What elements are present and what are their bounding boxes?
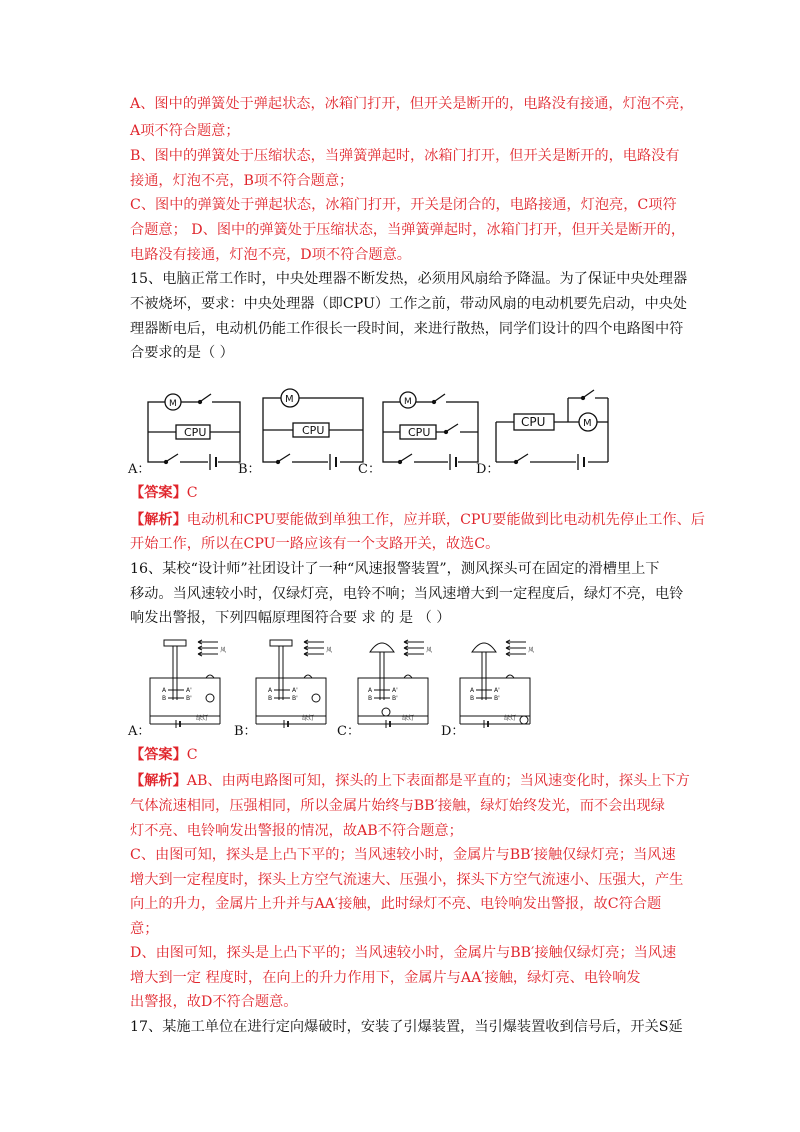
lamp-label: 绿灯	[402, 715, 415, 722]
contact-a2-label: A'	[292, 687, 298, 694]
contact-a2-label: A'	[494, 687, 500, 694]
analysis-text: D、由图可知，探头是上凸下平的；当风速较小时，金属片与BB′接触仅绿灯亮；当风速	[130, 945, 677, 961]
wind-label: 风	[528, 647, 535, 654]
contact-a2-label: A'	[392, 687, 398, 694]
contact-b2-label: B'	[494, 695, 500, 702]
analysis-text: 灯不亮、电铃响发出警报的情况，故AB不符合题意；	[130, 823, 463, 839]
answer-value: C	[186, 747, 198, 763]
contact-b-label: B	[368, 695, 373, 702]
analysis-text: 意；	[130, 921, 159, 937]
analysis-text: 气体流速相同，压强相同，所以金属片始终与BB′接触，绿灯始终发光，而不会出现绿	[130, 798, 665, 814]
q16-diagram-d	[460, 640, 530, 728]
analysis-text: 增大到一定程度时，探头上方空气流速大、压强小，探头下方空气流速小、压强大，产生	[130, 872, 684, 888]
lamp-label: 绿灯	[196, 715, 209, 722]
analysis-text: 电动机和CPU要能做到单独工作，应并联，CPU要能做到比电动机先停止工作、后	[186, 512, 705, 528]
motor-label: M	[404, 397, 412, 407]
option-label-a: A：	[128, 462, 151, 477]
option-label-c: C：	[337, 724, 360, 739]
contact-b2-label: B'	[292, 695, 298, 702]
cpu-label: CPU	[184, 426, 207, 439]
q16-diagram-c	[358, 640, 428, 728]
q16-diagram-a	[150, 640, 220, 728]
q15-circuit-c	[383, 392, 478, 470]
q15-circuit-d	[496, 390, 608, 470]
contact-b-label: B	[268, 695, 273, 702]
answer-line	[130, 745, 198, 765]
analysis-text: AB、由两电路图可知，探头的上下表面都是平直的；当风速变化时，探头上下方	[186, 773, 690, 789]
text-line: 电路没有接通，灯泡不亮，D项不符合题意。	[130, 247, 411, 263]
question-15-stem: 合要求的是（ ）	[130, 345, 234, 361]
text-line: 接通，灯泡不亮，B项不符合题意；	[130, 173, 354, 189]
cpu-label: CPU	[302, 424, 325, 437]
answer-value: C	[186, 485, 198, 501]
contact-b2-label: B'	[392, 695, 398, 702]
wind-label: 风	[326, 647, 333, 654]
question-16-stem: 响发出警报，下列四幅原理图符合要 求 的 是 （ ）	[130, 610, 451, 626]
lamp-label: 绿灯	[504, 715, 517, 722]
question-17-stem: 17、某施工单位在进行定向爆破时，安装了引爆装置，当引爆装置收到信号后，开关S延	[130, 1019, 683, 1035]
contact-a-label: A	[368, 687, 373, 694]
option-label-d: D：	[441, 724, 465, 739]
contact-a-label: A	[268, 687, 273, 694]
analysis-text: 开始工作，所以在CPU一路应该有一个支路开关，故选C。	[130, 536, 500, 552]
question-16-stem: 移动。当风速较小时，仅绿灯亮，电铃不响；当风速增大到一定程度后，绿灯不亮，电铃	[130, 586, 684, 602]
question-15-stem: 不被烧坏，要求：中央处理器（即CPU）工作之前，带动风扇的电动机要先启动，中央处	[130, 296, 688, 312]
contact-b-label: B	[470, 695, 475, 702]
question-15-stem: 理器断电后，电动机仍能工作很长一段时间，来进行散热，同学们设计的四个电路图中符	[130, 321, 684, 337]
contact-a-label: A	[162, 687, 167, 694]
wind-label: 风	[220, 647, 227, 654]
option-label-b: B：	[238, 462, 261, 477]
question-16-stem: 16、某校“设计师”社团设计了一种“风速报警装置”，测风探头可在固定的滑槽里上下	[130, 561, 660, 577]
motor-label: M	[169, 399, 177, 409]
question-15-stem: 15、电脑正常工作时，中央处理器不断发热，必须用风扇给予降温。为了保证中央处理器	[130, 271, 688, 287]
text-line: A、图中的弹簧处于弹起状态，冰箱门打开，但开关是断开的，电路没有接通，灯泡不亮，	[130, 96, 694, 112]
answer-line	[130, 483, 198, 503]
analysis-tag: 【解析】	[130, 512, 187, 528]
lamp-label: 绿灯	[302, 715, 315, 722]
text-line: 合题意； D、图中的弹簧处于压缩状态，当弹簧弹起时，冰箱门打开，但开关是断开的，	[130, 222, 686, 238]
analysis-text: C、由图可知，探头是上凸下平的；当风速较小时，金属片与BB′接触仅绿灯亮；当风速	[130, 847, 676, 863]
analysis-text: 出警报，故D不符合题意。	[130, 994, 298, 1010]
q16-diagram-b	[256, 640, 326, 728]
text-line: B、图中的弹簧处于压缩状态，当弹簧弹起时，冰箱门打开，但开关是断开的，电路没有	[130, 148, 680, 164]
answer-tag: 【答案】	[130, 747, 187, 763]
option-label-d: D：	[476, 462, 500, 477]
contact-b2-label: B'	[186, 695, 192, 702]
answer-tag: 【答案】	[130, 485, 187, 501]
analysis-text: 增大到一定 程度时，在向上的升力作用下，金属片与AA′接触，绿灯亮、电铃响发	[130, 970, 641, 986]
motor-label: M	[583, 418, 592, 429]
analysis-text: 向上的升力，金属片上升并与AA′接触，此时绿灯不亮、电铃响发出警报，故C符合题	[130, 896, 662, 912]
option-label-b: B：	[234, 724, 257, 739]
analysis-tag: 【解析】	[130, 773, 187, 789]
text-line: A项不符合题意；	[130, 123, 240, 139]
text-line: C、图中的弹簧处于弹起状态，冰箱门打开，开关是闭合的，电路接通，灯泡亮，C项符	[130, 197, 677, 213]
analysis-line	[130, 510, 705, 530]
wind-label: 风	[426, 647, 433, 654]
contact-b-label: B	[162, 695, 167, 702]
contact-a2-label: A'	[186, 687, 192, 694]
option-label-a: A：	[128, 724, 151, 739]
motor-label: M	[285, 394, 294, 405]
analysis-line	[130, 771, 690, 791]
cpu-label: CPU	[408, 426, 431, 439]
cpu-label: CPU	[521, 415, 546, 429]
option-label-c: C：	[358, 462, 381, 477]
contact-a-label: A	[470, 687, 475, 694]
